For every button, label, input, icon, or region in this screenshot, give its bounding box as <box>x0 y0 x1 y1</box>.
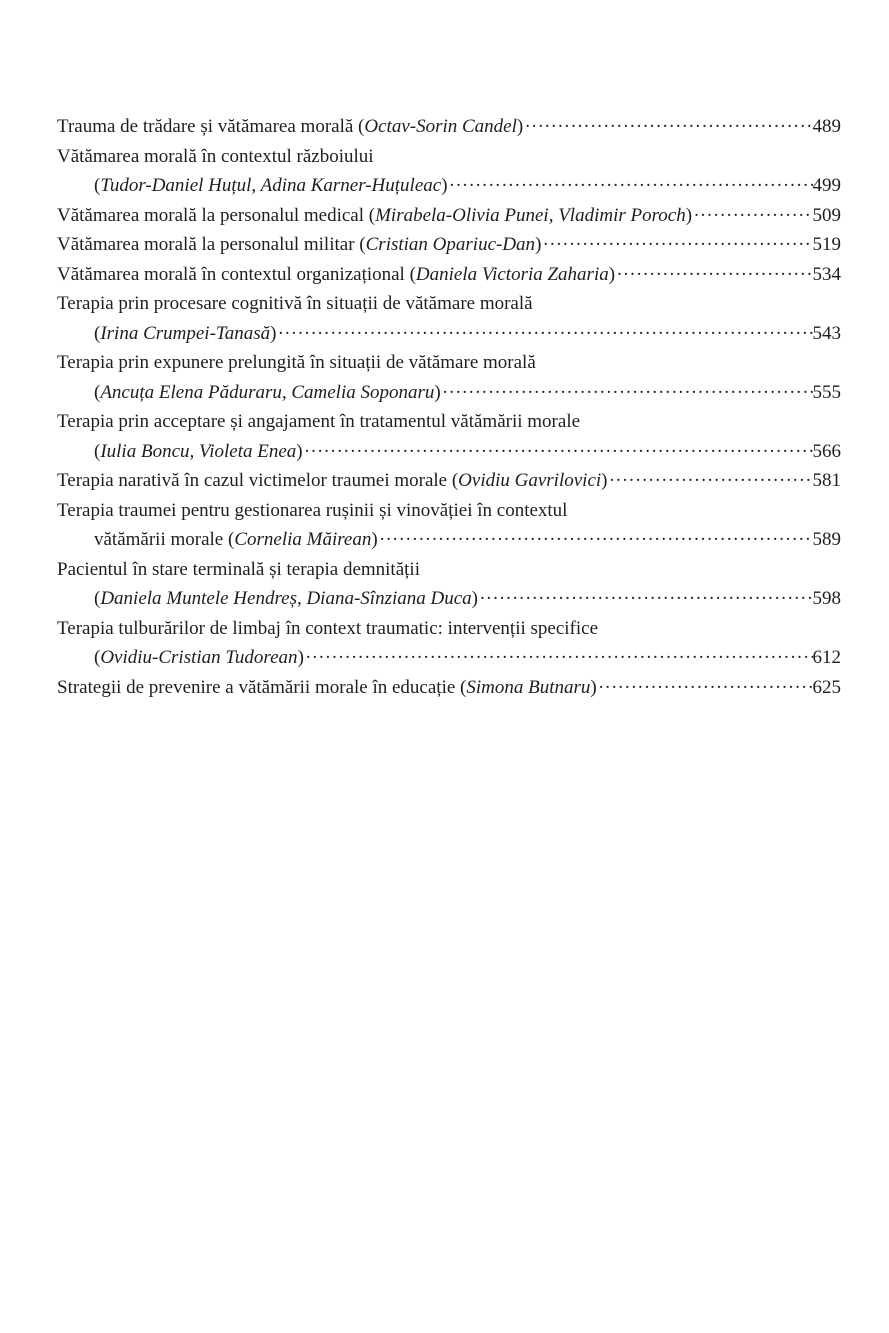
dot-leader <box>441 378 813 408</box>
toc-title-text: Terapia prin procesare cognitivă în situații de vătămare morală <box>57 293 533 314</box>
toc-entry <box>57 348 841 407</box>
toc-title-text: ( <box>94 588 101 609</box>
toc-line <box>57 378 841 408</box>
page-number: 509 <box>812 204 841 226</box>
toc-author-name: Simona Butnaru <box>466 676 591 698</box>
toc-entry-text <box>94 171 448 201</box>
dot-leader <box>276 319 812 349</box>
toc-entry <box>57 201 841 231</box>
toc-title-text: ) <box>270 322 277 344</box>
toc-title-text: Vătămarea morală la personalul medical ( <box>57 204 376 226</box>
toc-entry-text <box>94 525 378 555</box>
toc-title-text: Pacientul în stare terminală și terapia demnității <box>57 558 420 580</box>
toc-line <box>57 496 841 526</box>
toc-title-text: Terapia prin acceptare și angajament în tratamentul vătămării morale <box>57 411 581 432</box>
toc-author-name: Tudor-Daniel Huțul, Adina Karner-Huțuleac <box>100 175 442 196</box>
toc-entry <box>57 142 841 201</box>
toc-title-text: ) <box>590 676 597 698</box>
toc-line <box>57 319 841 349</box>
toc-title-text: Terapia narativă în cazul victimelor traumei morale ( <box>57 470 459 491</box>
toc-line <box>57 260 841 290</box>
dot-leader <box>303 437 813 467</box>
dot-leader <box>478 584 813 614</box>
toc-line <box>57 348 841 378</box>
toc-line <box>57 643 841 673</box>
toc-title-text: Vătămarea morală în contextul organizațional ( <box>57 263 416 285</box>
toc-title-text: ) <box>434 381 441 403</box>
toc-line <box>57 555 841 585</box>
dot-leader <box>541 230 812 260</box>
toc-entry-text <box>94 584 478 614</box>
toc-entry-text <box>57 142 374 172</box>
toc-entry-text <box>57 466 608 496</box>
toc-author-name: Ovidiu Gavrilovici <box>458 470 602 491</box>
page-number: 612 <box>812 647 841 668</box>
toc-entry-text <box>57 496 567 526</box>
toc-entry <box>57 555 841 614</box>
toc-author-name: Daniela Muntele Hendreș, Diana-Sînziana Duca <box>100 588 472 609</box>
dot-leader <box>304 643 813 673</box>
toc-line <box>57 230 841 260</box>
toc-author-name: Ancuța Elena Păduraru, Camelia Soponaru <box>100 381 435 403</box>
toc-entry <box>57 230 841 260</box>
toc-entry <box>57 496 841 555</box>
toc-line <box>57 614 841 644</box>
dot-leader <box>692 201 812 231</box>
dot-leader <box>523 112 812 142</box>
toc-entry <box>57 673 841 703</box>
toc-entry-text <box>57 201 692 231</box>
toc-entry <box>57 466 841 496</box>
dot-leader <box>597 673 813 703</box>
toc-entry-text <box>94 319 276 349</box>
toc-title-text: ) <box>516 116 524 137</box>
toc-line <box>57 171 841 201</box>
toc-entry-text <box>94 437 303 467</box>
dot-leader <box>448 171 813 201</box>
toc-entry-text <box>57 555 420 585</box>
dot-leader <box>615 260 812 290</box>
toc-title-text: Vătămarea morală în contextul războiului <box>57 145 374 167</box>
toc-title-text: Terapia tulburărilor de limbaj în context traumatic: intervenții specifice <box>57 617 599 639</box>
toc-title-text: ) <box>371 529 378 550</box>
toc-title-text: ) <box>608 263 616 285</box>
toc-entry <box>57 407 841 466</box>
toc-title-text: ( <box>94 440 101 462</box>
toc-entry-text <box>94 378 441 408</box>
page-number: 489 <box>812 116 841 137</box>
toc-entry-text <box>57 673 597 703</box>
toc-title-text: ( <box>94 175 101 196</box>
toc-title-text: vătămării morale ( <box>94 529 235 550</box>
toc-author-name: Cristian Opariuc-Dan <box>365 234 536 255</box>
toc-entry-text <box>57 348 536 378</box>
toc-entry <box>57 260 841 290</box>
toc-entry <box>57 614 841 673</box>
toc-entry <box>57 289 841 348</box>
page-number: 543 <box>812 322 841 344</box>
toc-title-text: Strategii de prevenire a vătămării morale în educație ( <box>57 676 467 698</box>
toc-line <box>57 466 841 496</box>
page-number: 499 <box>812 175 841 196</box>
toc-line <box>57 112 841 142</box>
toc-author-name: Iulia Boncu, Violeta Enea <box>100 440 297 462</box>
toc-author-name: Irina Crumpei-Tanasă <box>100 322 271 344</box>
toc-line <box>57 584 841 614</box>
toc-title-text: ( <box>94 322 101 344</box>
toc-title-text: ) <box>471 588 478 609</box>
page-number: 519 <box>812 234 841 255</box>
toc-title-text: ) <box>535 234 542 255</box>
toc-entry-text <box>57 112 523 142</box>
toc-entry <box>57 112 841 142</box>
page-number: 534 <box>812 263 841 285</box>
toc-line <box>57 289 841 319</box>
toc-list <box>57 112 841 702</box>
toc-title-text: ) <box>685 204 693 226</box>
toc-line <box>57 673 841 703</box>
toc-line <box>57 142 841 172</box>
dot-leader <box>378 525 813 555</box>
page-number: 555 <box>812 381 841 403</box>
toc-line <box>57 201 841 231</box>
toc-title-text: ) <box>296 440 303 462</box>
toc-entry-text <box>57 260 615 290</box>
dot-leader <box>608 466 813 496</box>
toc-title-text: Terapia prin expunere prelungită în situații de vătămare morală <box>57 352 536 373</box>
page-number: 589 <box>812 529 841 550</box>
page-number: 566 <box>812 440 841 462</box>
toc-author-name: Mirabela-Olivia Punei, Vladimir Poroch <box>375 204 686 226</box>
toc-entry-text <box>57 230 541 260</box>
toc-entry-text <box>57 614 598 644</box>
page-number: 625 <box>812 676 841 698</box>
toc-entry-text <box>57 407 580 437</box>
toc-line <box>57 407 841 437</box>
toc-title-text: Vătămarea morală la personalul militar ( <box>57 234 366 255</box>
toc-entry-text <box>94 643 304 673</box>
page-number: 598 <box>812 588 841 609</box>
toc-author-name: Octav-Sorin Candel <box>364 116 517 137</box>
toc-title-text: Trauma de trădare și vătămarea morală ( <box>57 116 365 137</box>
toc-author-name: Ovidiu-Cristian Tudorean <box>100 647 298 668</box>
page-number: 581 <box>812 470 841 491</box>
toc-line <box>57 525 841 555</box>
toc-author-name: Daniela Victoria Zaharia <box>415 263 609 285</box>
toc-title-text: ) <box>441 175 448 196</box>
toc-line <box>57 437 841 467</box>
toc-title-text: ( <box>94 647 101 668</box>
toc-author-name: Cornelia Măirean <box>234 529 372 550</box>
toc-entry-text <box>57 289 533 319</box>
toc-title-text: ) <box>297 647 304 668</box>
toc-title-text: ( <box>94 381 101 403</box>
toc-title-text: Terapia traumei pentru gestionarea rușinii și vinovăției în contextul <box>57 499 568 521</box>
toc-title-text: ) <box>601 470 608 491</box>
